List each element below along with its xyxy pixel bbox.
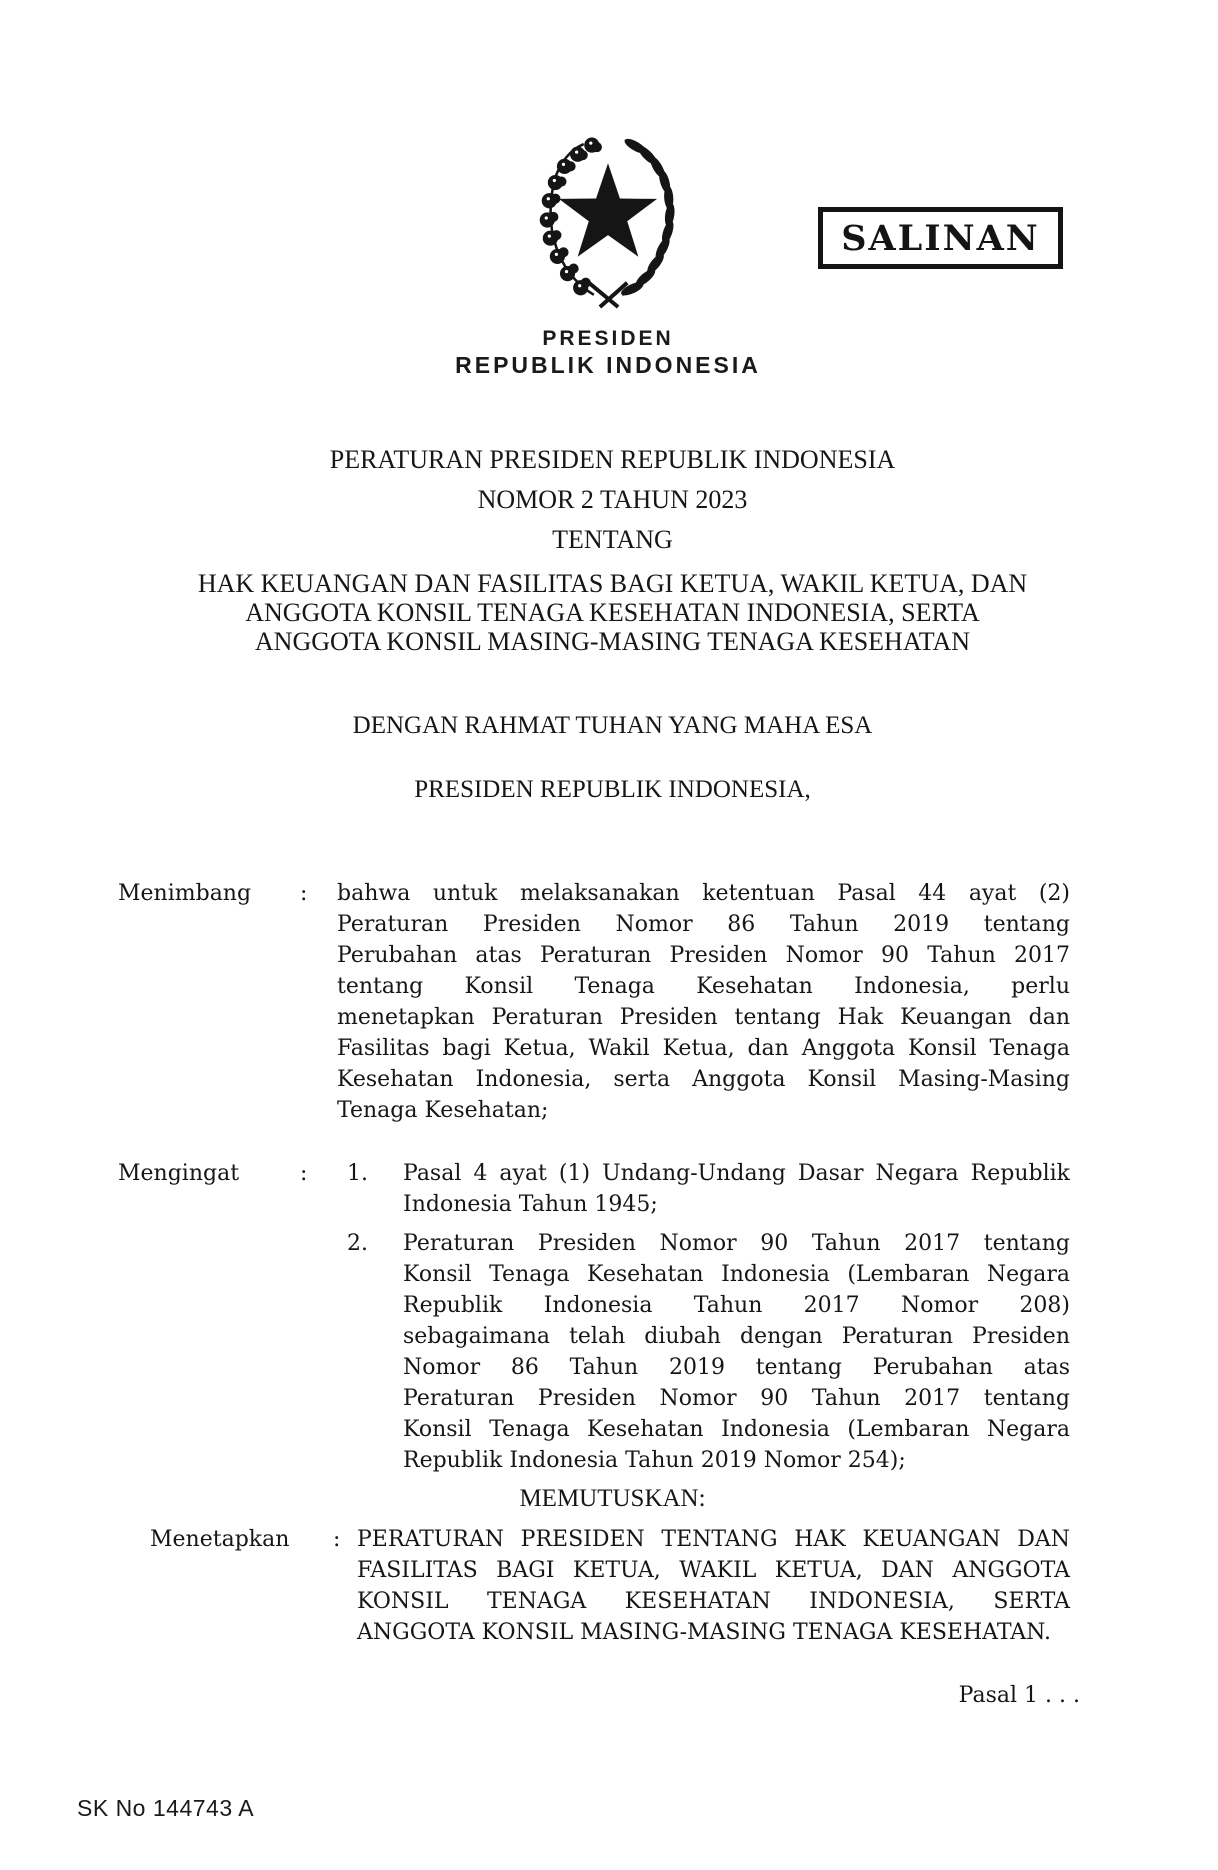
decision-heading: MEMUTUSKAN: bbox=[519, 1485, 706, 1512]
enacting-label: Menetapkan bbox=[150, 1527, 290, 1552]
title-block bbox=[105, 440, 1120, 656]
paragraph-line: Tenaga Kesehatan; bbox=[337, 1098, 549, 1123]
paragraph-line: FASILITAS BAGI KETUA, WAKIL KETUA, DAN ANGGOTA bbox=[357, 1558, 1070, 1583]
subject-line: ANGGOTA KONSIL TENAGA KESEHATAN INDONESIA, SERTA bbox=[245, 598, 980, 627]
paragraph-line: ANGGOTA KONSIL MASING-MASING TENAGA KESEHATAN. bbox=[357, 1620, 1052, 1645]
recalling-label: Mengingat bbox=[118, 1161, 240, 1186]
regulation-subject bbox=[105, 569, 1120, 656]
paragraph-line: Kesehatan Indonesia, serta Anggota Konsil Masing-Masing bbox=[337, 1067, 1070, 1092]
recalling-colon: : bbox=[300, 1161, 308, 1186]
paragraph-line: Peraturan Presiden Nomor 90 Tahun 2017 tentang bbox=[403, 1231, 1070, 1256]
paragraph-line: Konsil Tenaga Kesehatan Indonesia (Lembaran Negara bbox=[403, 1417, 1070, 1442]
paragraph-line: Konsil Tenaga Kesehatan Indonesia (Lembaran Negara bbox=[403, 1262, 1070, 1287]
paragraph-line: Pasal 4 ayat (1) Undang-Undang Dasar Negara Republik bbox=[403, 1161, 1070, 1186]
regulation-title: PERATURAN PRESIDEN REPUBLIK INDONESIA bbox=[329, 445, 896, 474]
considering-paragraph bbox=[337, 878, 1070, 1126]
paragraph-line: Indonesia Tahun 1945; bbox=[403, 1192, 658, 1217]
regulation-about-word: TENTANG bbox=[552, 525, 673, 554]
salinan-stamp-label: SALINAN bbox=[841, 217, 1040, 259]
paragraph-line: tentang Konsil Tenaga Kesehatan Indonesia, perlu bbox=[337, 974, 1070, 999]
subject-line: ANGGOTA KONSIL MASING-MASING TENAGA KESEHATAN bbox=[254, 627, 971, 656]
paragraph-line: KONSIL TENAGA KESEHATAN INDONESIA, SERTA bbox=[357, 1589, 1070, 1614]
paragraph-line: Peraturan Presiden Nomor 86 Tahun 2019 tentang bbox=[337, 912, 1070, 937]
enacting-colon: : bbox=[333, 1527, 341, 1552]
letterhead-line1: PRESIDEN bbox=[542, 327, 674, 350]
subject-line: HAK KEUANGAN DAN FASILITAS BAGI KETUA, WAKIL KETUA, DAN bbox=[197, 569, 1028, 598]
regulation-number: NOMOR 2 TAHUN 2023 bbox=[477, 485, 748, 514]
paragraph-line: Republik Indonesia Tahun 2019 Nomor 254); bbox=[403, 1448, 906, 1473]
paragraph-line: bahwa untuk melaksanakan ketentuan Pasal 44 ayat (2) bbox=[337, 881, 1070, 906]
letterhead bbox=[398, 326, 818, 379]
considering-label: Menimbang bbox=[118, 881, 252, 906]
list-item-text bbox=[403, 1158, 1070, 1220]
invocation-line: DENGAN RAHMAT TUHAN YANG MAHA ESA bbox=[352, 712, 873, 739]
paragraph-line: Nomor 86 Tahun 2019 tentang Perubahan atas bbox=[403, 1355, 1070, 1380]
list-item-number: 1. bbox=[347, 1161, 368, 1186]
list-item-number: 2. bbox=[347, 1231, 368, 1256]
paragraph-line: PERATURAN PRESIDEN TENTANG HAK KEUANGAN DAN bbox=[357, 1527, 1070, 1552]
salinan-stamp bbox=[818, 207, 1063, 269]
paragraph-line: Peraturan Presiden Nomor 90 Tahun 2017 tentang bbox=[403, 1386, 1070, 1411]
paragraph-line: sebagaimana telah diubah dengan Peraturan Presiden bbox=[403, 1324, 1070, 1349]
authority-line: PRESIDEN REPUBLIK INDONESIA, bbox=[414, 776, 811, 803]
paragraph-line: Fasilitas bagi Ketua, Wakil Ketua, dan Anggota Konsil Tenaga bbox=[337, 1036, 1070, 1061]
considering-colon: : bbox=[300, 881, 308, 906]
catchword: Pasal 1 . . . bbox=[958, 1683, 1080, 1708]
sk-number: SK No 144743 A bbox=[77, 1795, 255, 1821]
letterhead-line2: REPUBLIK INDONESIA bbox=[455, 352, 761, 378]
paragraph-line: menetapkan Peraturan Presiden tentang Hak Keuangan dan bbox=[337, 1005, 1070, 1030]
enacting-paragraph bbox=[357, 1524, 1070, 1648]
paragraph-line: Republik Indonesia Tahun 2017 Nomor 208) bbox=[403, 1293, 1070, 1318]
paragraph-line: Perubahan atas Peraturan Presiden Nomor 90 Tahun 2017 bbox=[337, 943, 1070, 968]
presidential-emblem-icon bbox=[523, 134, 693, 310]
list-item-text bbox=[403, 1228, 1070, 1476]
